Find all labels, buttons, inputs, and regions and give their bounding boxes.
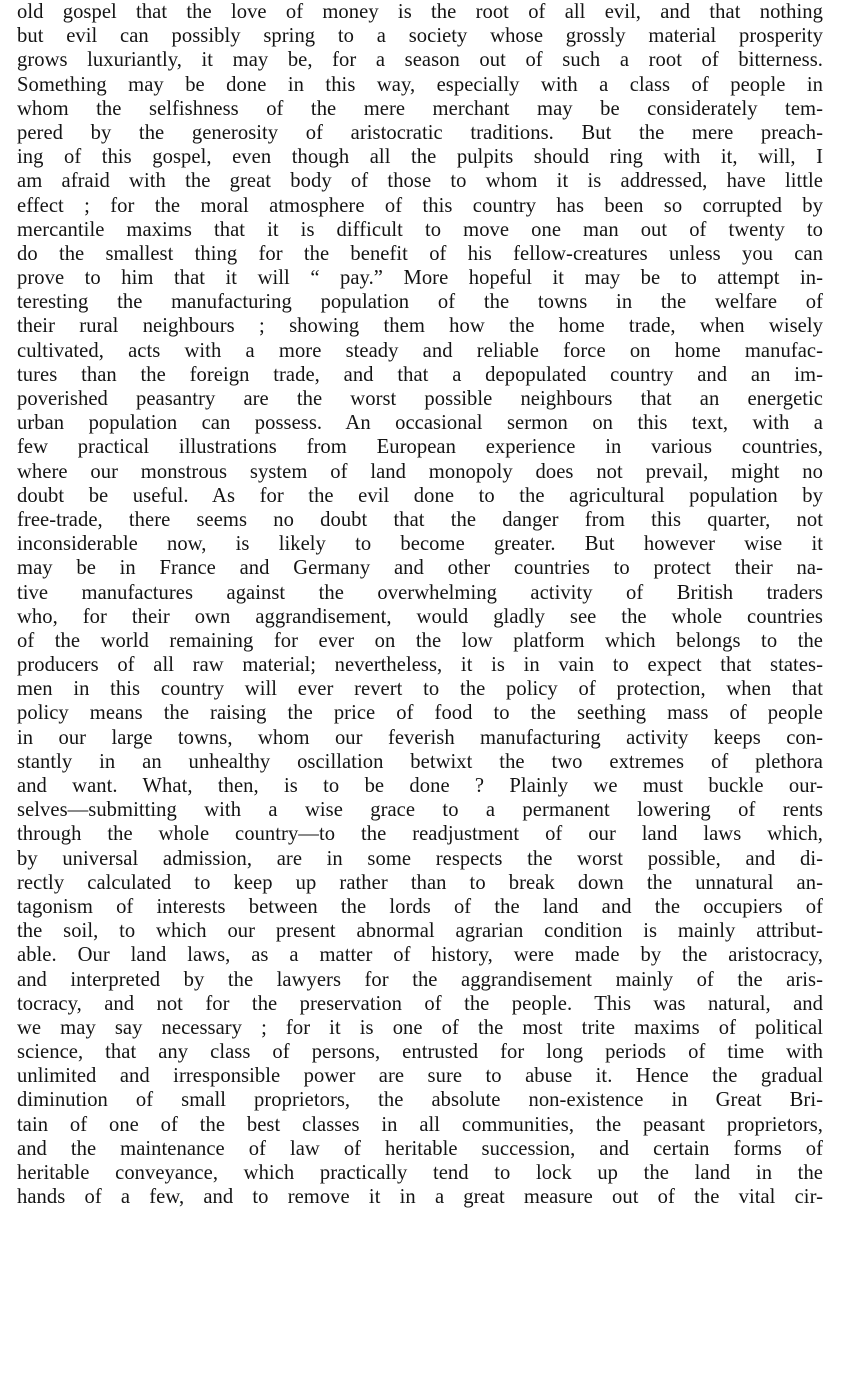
text-line: where our monstrous system of land monopoly does not prevail, might no xyxy=(17,460,823,483)
text-line: teresting the manufacturing population of the towns in the welfare of xyxy=(17,291,823,314)
text-line: through the whole country—to the readjustment of our land laws which, xyxy=(17,823,823,846)
text-line: science, that any class of persons, entrusted for long periods of time with xyxy=(17,1041,823,1064)
text-line: the soil, to which our present abnormal agrarian condition is mainly attribut- xyxy=(17,920,823,943)
text-line: hands of a few, and to remove it in a great measure out of the vital cir- xyxy=(17,1186,823,1209)
text-line: pered by the generosity of aristocratic traditions. But the mere preach- xyxy=(17,121,823,144)
text-line: their rural neighbours ; showing them how the home trade, when wisely xyxy=(17,315,823,338)
text-line: and the maintenance of law of heritable succession, and certain forms of xyxy=(17,1137,823,1160)
text-line: am afraid with the great body of those to whom it is addressed, have little xyxy=(17,170,823,193)
text-line: may be in France and Germany and other countries to protect their na- xyxy=(17,557,823,580)
text-line: whom the selfishness of the mere merchant may be considerately tem- xyxy=(17,97,823,120)
text-line: poverished peasantry are the worst possible neighbours that an energetic xyxy=(17,388,823,410)
text-line: rectly calculated to keep up rather than to break down the unnatural an- xyxy=(17,871,823,894)
text-line: tures than the foreign trade, and that a depopulated country and an im- xyxy=(17,363,823,386)
text-line: but evil can possibly spring to a society whose grossly material prosperity xyxy=(17,25,823,48)
text-line: stantly in an unhealthy oscillation betwixt the two extremes of plethora xyxy=(17,750,823,773)
text-line: able. Our land laws, as a matter of history, were made by the aristocracy, xyxy=(17,944,823,967)
text-line: selves—submitting with a wise grace to a permanent lowering of rents xyxy=(17,799,823,822)
text-line: grows luxuriantly, it may be, for a season out of such a root of bitterness. xyxy=(17,49,823,72)
text-line: diminution of small proprietors, the absolute non-existence in Great Bri- xyxy=(17,1089,823,1112)
text-line: men in this country will ever revert to the policy of protection, when that xyxy=(17,678,823,701)
text-line: unlimited and irresponsible power are sure to abuse it. Hence the gradual xyxy=(17,1065,823,1088)
text-line: heritable conveyance, which practically tend to lock up the land in the xyxy=(17,1162,823,1184)
text-line: who, for their own aggrandisement, would gladly see the whole countries xyxy=(17,605,823,628)
text-line: and want. What, then, is to be done ? Plainly we must buckle our- xyxy=(17,775,823,797)
text-line: effect ; for the moral atmosphere of this country has been so corrupted by xyxy=(17,194,823,217)
text-line: cultivated, acts with a more steady and reliable force on home manufac- xyxy=(17,339,823,362)
text-line: Something may be done in this way, especially with a class of people in xyxy=(17,73,823,96)
text-line: do the smallest thing for the benefit of his fellow-creatures unless you can xyxy=(17,242,823,265)
text-line: tagonism of interests between the lords of the land and the occupiers of xyxy=(17,895,823,918)
text-line: old gospel that the love of money is the root of all evil, and that nothing xyxy=(17,1,823,23)
text-line: we may say necessary ; for it is one of the most trite maxims of political xyxy=(17,1016,823,1039)
text-line: and interpreted by the lawyers for the aggrandisement mainly of the aris- xyxy=(17,968,823,991)
text-line: ing of this gospel, even though all the pulpits should ring with it, will, I xyxy=(17,146,823,169)
text-line: doubt be useful. As for the evil done to the agricultural population by xyxy=(17,484,823,507)
text-line: in our large towns, whom our feverish manufacturing activity keeps con- xyxy=(17,726,823,749)
text-line: producers of all raw material; nevertheless, it is in vain to expect that states- xyxy=(17,654,823,677)
text-line: prove to him that it will “ pay.” More hopeful it may be to attempt in- xyxy=(17,267,823,290)
text-line: by universal admission, are in some respects the worst possible, and di- xyxy=(17,847,823,870)
text-line: free-trade, there seems no doubt that the danger from this quarter, not xyxy=(17,508,823,531)
text-line: policy means the raising the price of food to the seething mass of people xyxy=(17,702,823,725)
text-line: few practical illustrations from European experience in various countries, xyxy=(17,436,823,459)
text-line: of the world remaining for ever on the low platform which belongs to the xyxy=(17,629,823,652)
document-page xyxy=(17,0,823,1209)
text-line: inconsiderable now, is likely to become greater. But however wise it xyxy=(17,533,823,556)
text-line: tocracy, and not for the preservation of the people. This was natural, and xyxy=(17,992,823,1015)
text-line: mercantile maxims that it is difficult to move one man out of twenty to xyxy=(17,218,823,241)
text-line: urban population can possess. An occasional sermon on this text, with a xyxy=(17,412,823,435)
text-line: tive manufactures against the overwhelming activity of British traders xyxy=(17,581,823,604)
text-line: tain of one of the best classes in all communities, the peasant proprietors, xyxy=(17,1113,823,1136)
